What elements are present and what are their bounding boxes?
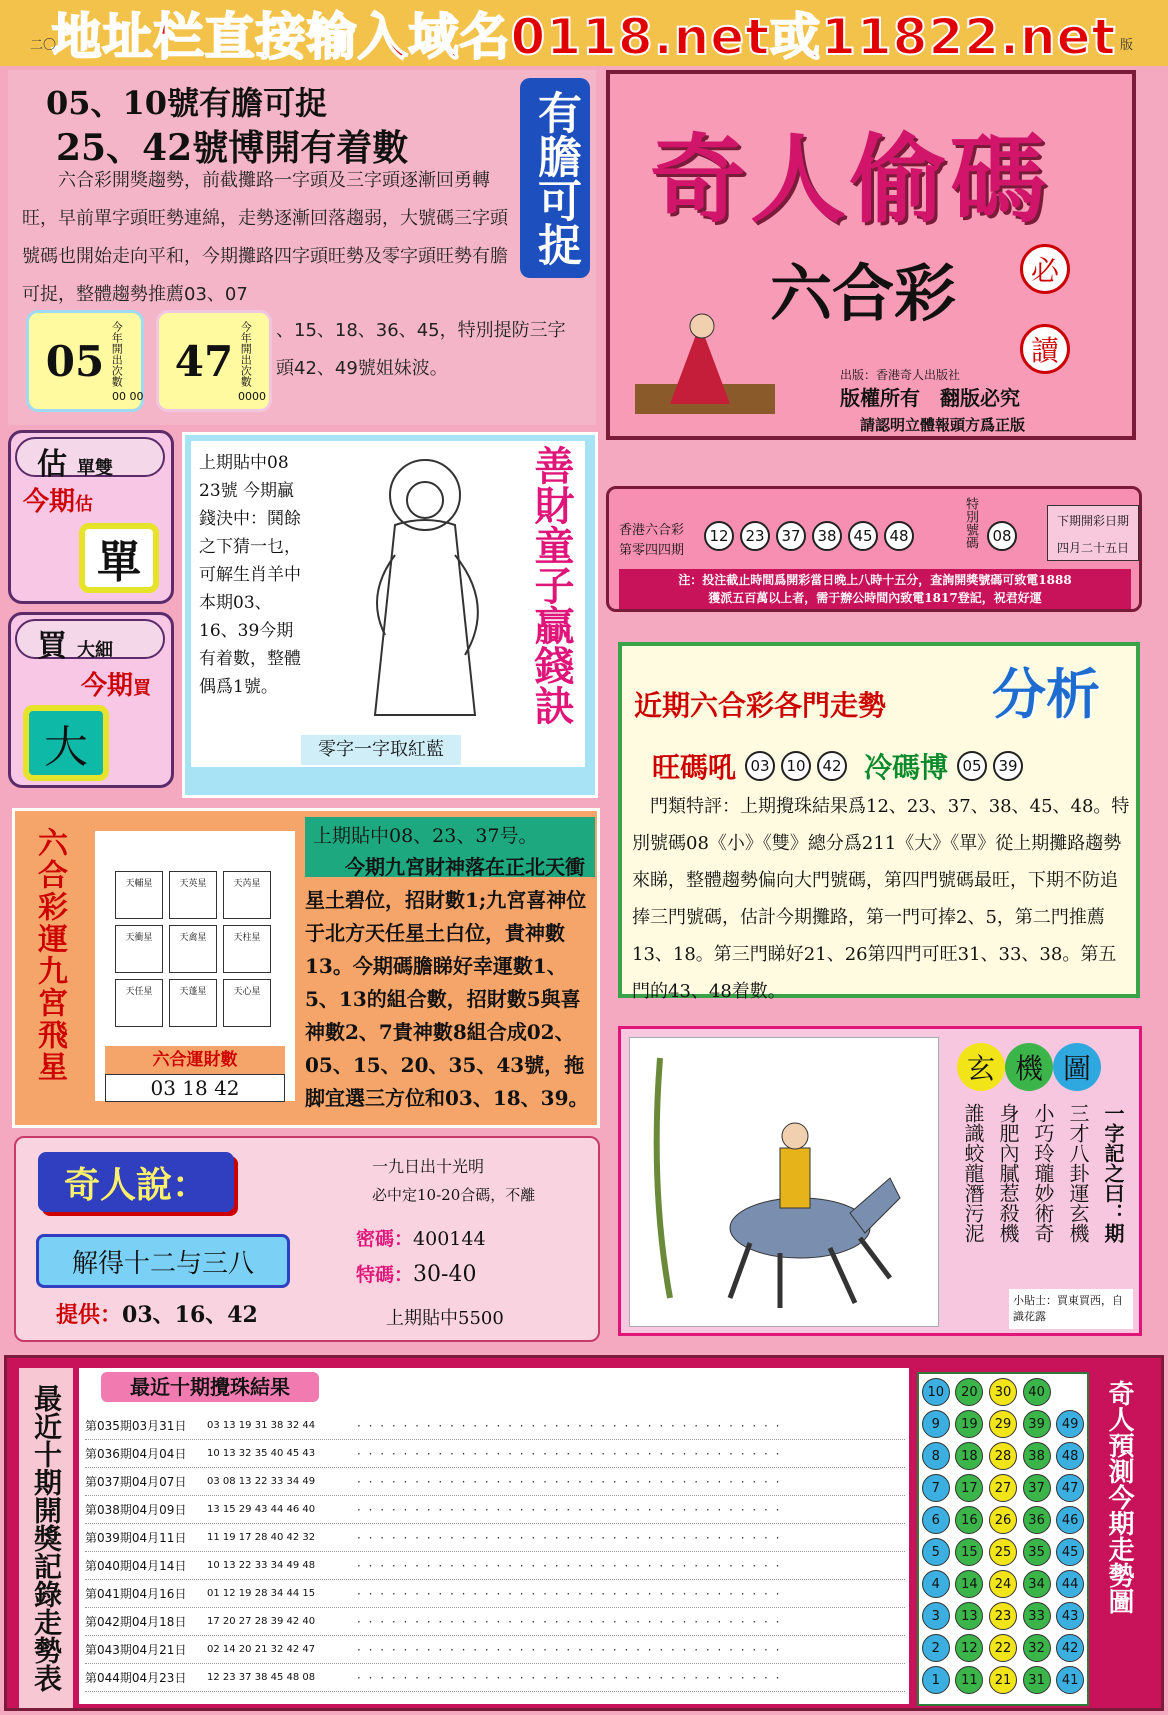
qiren-line-2: 必中定10-20合碼，不離 (372, 1186, 536, 1204)
history-dots: · · · · · · · · · · · · · · · · · · · · · · · · · · · · · · · · · · · · · (357, 1642, 782, 1657)
hot-balls (742, 751, 850, 781)
predict-ball: 38 (1023, 1442, 1051, 1470)
history-dots: · · · · · · · · · · · · · · · · · · · · · · · · · · · · · · · · · · · · · (357, 1474, 782, 1489)
count-value-47: 0000 (238, 390, 266, 403)
history-nums: 02 14 20 21 32 42 47 (207, 1644, 316, 1655)
analysis-title-big: 分析 (992, 662, 1100, 726)
this-issue-text: 今期 (23, 487, 76, 517)
qiren-last: 上期貼中5500 (386, 1308, 504, 1329)
result-ball: 38 (812, 521, 842, 551)
header-left: 二〇 (30, 38, 57, 53)
predict-ball: 43 (1056, 1602, 1084, 1630)
history-row (85, 1664, 905, 1692)
headline-1: 05、10號有膽可捉 (46, 84, 328, 122)
predict-ball: 29 (989, 1410, 1017, 1438)
trend-panel (8, 70, 596, 425)
xuanji-title (957, 1043, 1101, 1091)
history-row (85, 1636, 905, 1664)
predict-ball: 28 (989, 1442, 1017, 1470)
qiren-line-1: 一九日出十光明 (372, 1157, 485, 1176)
history-issue: 第036期04月04日 (85, 1447, 187, 1461)
predict-column (1023, 1378, 1051, 1698)
count-value-05: 00 00 (112, 390, 144, 403)
tongzi-panel (182, 432, 598, 798)
cold-ball: 39 (993, 751, 1023, 781)
results-notice (619, 569, 1131, 609)
qiren-title: 奇人說： (38, 1152, 234, 1212)
result-ball: 37 (776, 521, 806, 551)
predict-ball: 8 (922, 1442, 950, 1470)
notice-2: 獲派五百萬以上者，需于辦公時間內致電1817登記，祝君好運 (708, 591, 1042, 605)
result-ball: 23 (740, 521, 770, 551)
history-row (85, 1608, 905, 1636)
predict-ball: 46 (1056, 1506, 1084, 1534)
predict-column (1056, 1378, 1084, 1698)
xuanji-t1: 玄 (957, 1043, 1005, 1091)
history-row (85, 1524, 905, 1552)
history-issue: 第037期04月07日 (85, 1475, 187, 1489)
predict-ball: 6 (922, 1506, 950, 1534)
this-issue-text-2: 今期 (81, 671, 134, 701)
cold-balls (954, 751, 1026, 781)
predict-ball: 12 (955, 1634, 983, 1662)
page-subtitle: 六合彩 (770, 257, 957, 330)
predict-ball: 21 (989, 1666, 1017, 1694)
tab-buy-label: 買 (37, 629, 67, 664)
history-row (85, 1580, 905, 1608)
predict-ball: 11 (955, 1666, 983, 1694)
jiugong-cell: 天心星 (223, 979, 271, 1027)
predict-ball: 24 (989, 1570, 1017, 1598)
xuanji-t3: 圖 (1053, 1043, 1101, 1091)
header-right: 版 (1120, 38, 1134, 53)
predict-ball: 34 (1023, 1570, 1051, 1598)
history-issue: 第043期04月21日 (85, 1643, 187, 1657)
special-ball: 08 (987, 521, 1017, 551)
predict-ball: 19 (955, 1410, 983, 1438)
predict-column (922, 1378, 950, 1698)
this-issue-label (23, 481, 93, 518)
jiugong-cell: 天芮星 (223, 871, 271, 919)
predict-side: 奇人預測今期走勢圖 (1104, 1380, 1134, 1614)
this-issue-sub: 估 (75, 494, 94, 515)
predict-ball: 5 (922, 1538, 950, 1566)
history-rows (85, 1412, 905, 1692)
jiugong-grid (115, 871, 275, 1027)
predict-ball: 32 (1023, 1634, 1051, 1662)
history-issue: 第038期04月09日 (85, 1503, 187, 1517)
jiugong-panel (12, 808, 600, 1128)
predict-ball: 17 (955, 1474, 983, 1502)
guess-big-small (8, 612, 174, 788)
xuanji-line-3: 小巧玲瓏妙術奇 (1031, 1103, 1055, 1243)
qiren-te (356, 1260, 476, 1287)
predict-ball: 33 (1023, 1602, 1051, 1630)
predict-ball (1056, 1378, 1084, 1406)
history-dots: · · · · · · · · · · · · · · · · · · · · · · · · · · · · · · · · · · · · · (357, 1502, 782, 1517)
history-dots: · · · · · · · · · · · · · · · · · · · · · · · · · · · · · · · · · · · · · (357, 1670, 782, 1685)
history-issue: 第040期04月14日 (85, 1559, 187, 1573)
count-label-05: 今年開出次數 (110, 321, 124, 387)
history-panel (4, 1355, 1164, 1711)
provide-value: 03、16、42 (122, 1302, 258, 1328)
results-panel (606, 486, 1142, 612)
headline-2: 25、42號博開有着數 (56, 127, 409, 169)
page-title: 奇人偷碼 (650, 123, 1050, 236)
predict-ball: 37 (1023, 1474, 1051, 1502)
history-nums: 13 15 29 43 44 46 40 (207, 1504, 316, 1515)
predict-ball: 16 (955, 1506, 983, 1534)
qiren-provide (56, 1298, 258, 1329)
predict-ball: 41 (1056, 1666, 1084, 1694)
tab-buy (15, 619, 165, 664)
qiren-mi (356, 1224, 486, 1251)
predict-ball: 30 (989, 1378, 1017, 1406)
history-nums: 10 13 22 33 34 49 48 (207, 1560, 316, 1571)
provide-label: 提供： (56, 1302, 123, 1328)
bi-seal: 必 (1020, 244, 1070, 294)
hot-ball: 10 (781, 751, 811, 781)
promo-banner (0, 0, 1168, 66)
special-label: 特別號碼 (963, 497, 978, 549)
jiugong-cell: 天蓬星 (169, 979, 217, 1027)
trend-paragraph: 六合彩開獎趨勢，前截攤路一字頭及三字頭逐漸回勇轉旺，早前單字頭旺勢連綿，走勢逐漸回落趨弱，大號碼三字頭號碼也開始走向平和，今期攤路四字頭旺勢及零字頭旺勢有膽可捉，整體趨勢推薦03、07 (22, 170, 508, 305)
predict-ball: 2 (922, 1634, 950, 1662)
cold-label: 冷碼博 (864, 751, 949, 784)
tab-buy-sub: 大細 (77, 640, 113, 661)
jiugong-cell: 天輔星 (115, 871, 163, 919)
hot-cold-row (652, 746, 1026, 786)
history-row (85, 1552, 905, 1580)
special-ball-wrap (984, 521, 1020, 551)
predict-ball: 7 (922, 1474, 950, 1502)
jiugong-cell: 天任星 (115, 979, 163, 1027)
predict-ball: 49 (1056, 1410, 1084, 1438)
result-ball: 48 (884, 521, 914, 551)
predict-column (989, 1378, 1017, 1698)
predict-ball: 20 (955, 1378, 983, 1406)
history-dots: · · · · · · · · · · · · · · · · · · · · · · · · · · · · · · · · · · · · · (357, 1530, 782, 1545)
predict-ball: 47 (1056, 1474, 1084, 1502)
title-box (606, 70, 1136, 440)
predict-ball: 26 (989, 1506, 1017, 1534)
predict-ball: 4 (922, 1570, 950, 1598)
predict-ball: 44 (1056, 1570, 1084, 1598)
predict-ball: 42 (1056, 1634, 1084, 1662)
horse-illustration (629, 1037, 939, 1327)
history-issue: 第042期04月18日 (85, 1615, 187, 1629)
xuanji-panel (618, 1026, 1142, 1336)
jiugong-side: 六合彩運九宮飛星 (32, 827, 67, 1083)
fortune-label: 六合運財數 (105, 1046, 285, 1074)
mi-label: 密碼： (356, 1228, 414, 1250)
mi-value: 400144 (413, 1228, 486, 1250)
next-draw-box (1047, 505, 1139, 561)
predict-ball: 48 (1056, 1442, 1084, 1470)
du-seal: 讀 (1020, 324, 1070, 374)
history-issue: 第044期04月23日 (85, 1671, 187, 1685)
history-nums: 03 13 19 31 38 32 44 (207, 1420, 316, 1431)
analysis-text: 門類特評：上期攪珠結果爲12、23、37、38、45、48。特別號碼08《小》《雙》總分爲211《大》《單》從上期攤路趨勢來睇，整體趨勢偏向大門號碼，第四門號碼最旺，下期不防追捧三門號碼，估計今期攤路，第一門可捧2、5，第二門推薦13、18。第三門睇好21、26第四門可旺31、33、38。第五門的43、48着數。 (632, 796, 1130, 1002)
qiren-answer: 解得十二与三八 (36, 1234, 290, 1288)
history-issue: 第035期03月31日 (85, 1419, 187, 1433)
jiugong-cell: 天英星 (169, 871, 217, 919)
predict-ball: 45 (1056, 1538, 1084, 1566)
guess-odd-even (8, 430, 174, 604)
tongzi-text: 上期貼中08 23號 今期贏錢決中：鬨餘之下猜一乜，可解生肖羊中本期03、16、39今期有着數，整體偶爲1號。 (199, 453, 301, 697)
history-table (79, 1368, 909, 1704)
predict-ball: 10 (922, 1378, 950, 1406)
count-label-47: 今年開出次數 (239, 321, 253, 387)
history-title: 最近十期攪珠結果 (101, 1372, 319, 1402)
badge-you-dan: 有膽可捉 (520, 78, 590, 278)
jiugong-cell: 天衝星 (115, 925, 163, 973)
xuanji-line-1: 一字記之曰：期 (1101, 1103, 1125, 1243)
history-dots: · · · · · · · · · · · · · · · · · · · · · · · · · · · · · · · · · · · · · (357, 1558, 782, 1573)
cold-ball: 05 (957, 751, 987, 781)
result-ball: 45 (848, 521, 878, 551)
hot-ball: 03 (745, 751, 775, 781)
this-issue-label-2 (81, 665, 151, 702)
history-nums: 01 12 19 28 34 44 15 (207, 1588, 316, 1599)
history-nums: 11 19 17 28 40 42 32 (207, 1532, 316, 1543)
tab-guess-sub: 單雙 (77, 458, 113, 479)
predict-ball: 1 (922, 1666, 950, 1694)
xuanji-tip: 小貼士：買東買西，自識花露 (1009, 1289, 1133, 1329)
hot-ball: 42 (817, 751, 847, 781)
history-dots: · · · · · · · · · · · · · · · · · · · · · · · · · · · · · · · · · · · · · (357, 1614, 782, 1629)
banner-text: 地址栏直接输入域名0118.net或11822.net (51, 8, 1117, 66)
predict-column (955, 1378, 983, 1698)
analysis-title: 近期六合彩各門走勢 (634, 689, 887, 722)
tab-guess (15, 437, 165, 482)
history-nums: 12 23 37 38 45 48 08 (207, 1672, 316, 1683)
predict-ball: 39 (1023, 1410, 1051, 1438)
jiugong-graphic (95, 831, 295, 1101)
boy-illustration (335, 455, 515, 735)
predict-ball: 15 (955, 1538, 983, 1566)
result-ball: 12 (704, 521, 734, 551)
predict-ball: 3 (922, 1602, 950, 1630)
history-row (85, 1468, 905, 1496)
predict-ball: 31 (1023, 1666, 1051, 1694)
tongzi-side: 善財童子贏錢訣 (528, 445, 575, 725)
xuanji-line-2: 三才八卦運玄機 (1066, 1103, 1090, 1243)
publisher: 出版：香港奇人出版社 (840, 368, 961, 382)
history-nums: 17 20 27 28 39 42 40 (207, 1616, 316, 1627)
jiugong-cell: 天柱星 (223, 925, 271, 973)
xuanji-poem (959, 1103, 1128, 1243)
predict-ball: 13 (955, 1602, 983, 1630)
notice-1: 注：投注截止時間爲開彩當日晚上八時十五分，查詢開獎號碼可致電1888 (678, 573, 1072, 587)
jiugong-top: 上期貼中08、23、37号。 (305, 817, 595, 877)
copyright: 版權所有 翻版必究 (840, 386, 1020, 410)
predict-ball: 23 (989, 1602, 1017, 1630)
fortune-numbers: 03 18 42 (105, 1074, 285, 1102)
xuanji-t2: 機 (1005, 1043, 1053, 1091)
history-nums: 10 13 32 35 40 45 43 (207, 1448, 316, 1459)
next-date: 四月二十五日 (1056, 541, 1129, 555)
count-number-05: 05 (45, 336, 105, 386)
results-label-1: 香港六合彩 (619, 523, 685, 538)
tab-guess-label: 估 (37, 447, 67, 482)
count-number-47: 47 (174, 336, 234, 386)
qiren-panel (14, 1136, 600, 1342)
tongzi-bottom: 零字一字取紅藍 (301, 735, 461, 765)
guess-value-big: 大 (23, 705, 109, 781)
history-issue: 第041期04月16日 (85, 1587, 187, 1601)
history-row (85, 1440, 905, 1468)
analysis-panel (618, 642, 1140, 1002)
predict-ball: 27 (989, 1474, 1017, 1502)
predict-ball: 40 (1023, 1378, 1051, 1406)
jiugong-cell: 天禽星 (169, 925, 217, 973)
jiugong-text: 今期九宮財神落在正北天衝星土碧位，招財數1;九宮喜神位于北方天任星土白位，貴神數13。今期碼膽睇好幸運數1、5、13的組合數，招財數5與喜神數2、7貴神數8組合成02、05、15、20、35、43號，拖脚宜選三方位和03、18、39。 (305, 855, 589, 1110)
history-nums: 03 08 13 22 33 34 49 (207, 1476, 316, 1487)
predict-ball: 14 (955, 1570, 983, 1598)
predict-grid (917, 1372, 1089, 1706)
predict-ball: 36 (1023, 1506, 1051, 1534)
results-balls (701, 521, 917, 551)
history-side: 最近十期開獎記錄走勢表 (19, 1368, 73, 1708)
results-label-2: 第零四四期 (619, 543, 685, 558)
history-issue: 第039期04月11日 (85, 1531, 187, 1545)
scholar-illustration (630, 304, 780, 424)
authentic-note: 請認明立體報頭方爲正版 (860, 416, 1026, 434)
this-issue-sub-2: 買 (133, 678, 152, 699)
predict-ball: 35 (1023, 1538, 1051, 1566)
history-row (85, 1412, 905, 1440)
trend-paragraph-2: 、15、18、36、45，特別提防三字頭42、49號姐妹波。 (276, 320, 566, 379)
predict-ball: 22 (989, 1634, 1017, 1662)
xuanji-line-5: 誰識蛟龍潛污泥 (961, 1103, 985, 1243)
history-dots: · · · · · · · · · · · · · · · · · · · · · · · · · · · · · · · · · · · · · (357, 1586, 782, 1601)
te-value: 30-40 (413, 1262, 477, 1287)
history-dots: · · · · · · · · · · · · · · · · · · · · · · · · · · · · · · · · · · · · · (357, 1418, 782, 1433)
predict-ball: 9 (922, 1410, 950, 1438)
predict-ball: 25 (989, 1538, 1017, 1566)
next-label: 下期開彩日期 (1056, 514, 1129, 528)
hot-label: 旺碼吼 (652, 751, 737, 784)
predict-ball: 18 (955, 1442, 983, 1470)
xuanji-line-4: 身肥內膩惹殺機 (996, 1103, 1020, 1243)
te-label: 特碼： (356, 1264, 414, 1286)
history-dots: · · · · · · · · · · · · · · · · · · · · · · · · · · · · · · · · · · · · · (357, 1446, 782, 1461)
guess-value-odd: 單 (79, 523, 159, 593)
history-row (85, 1496, 905, 1524)
